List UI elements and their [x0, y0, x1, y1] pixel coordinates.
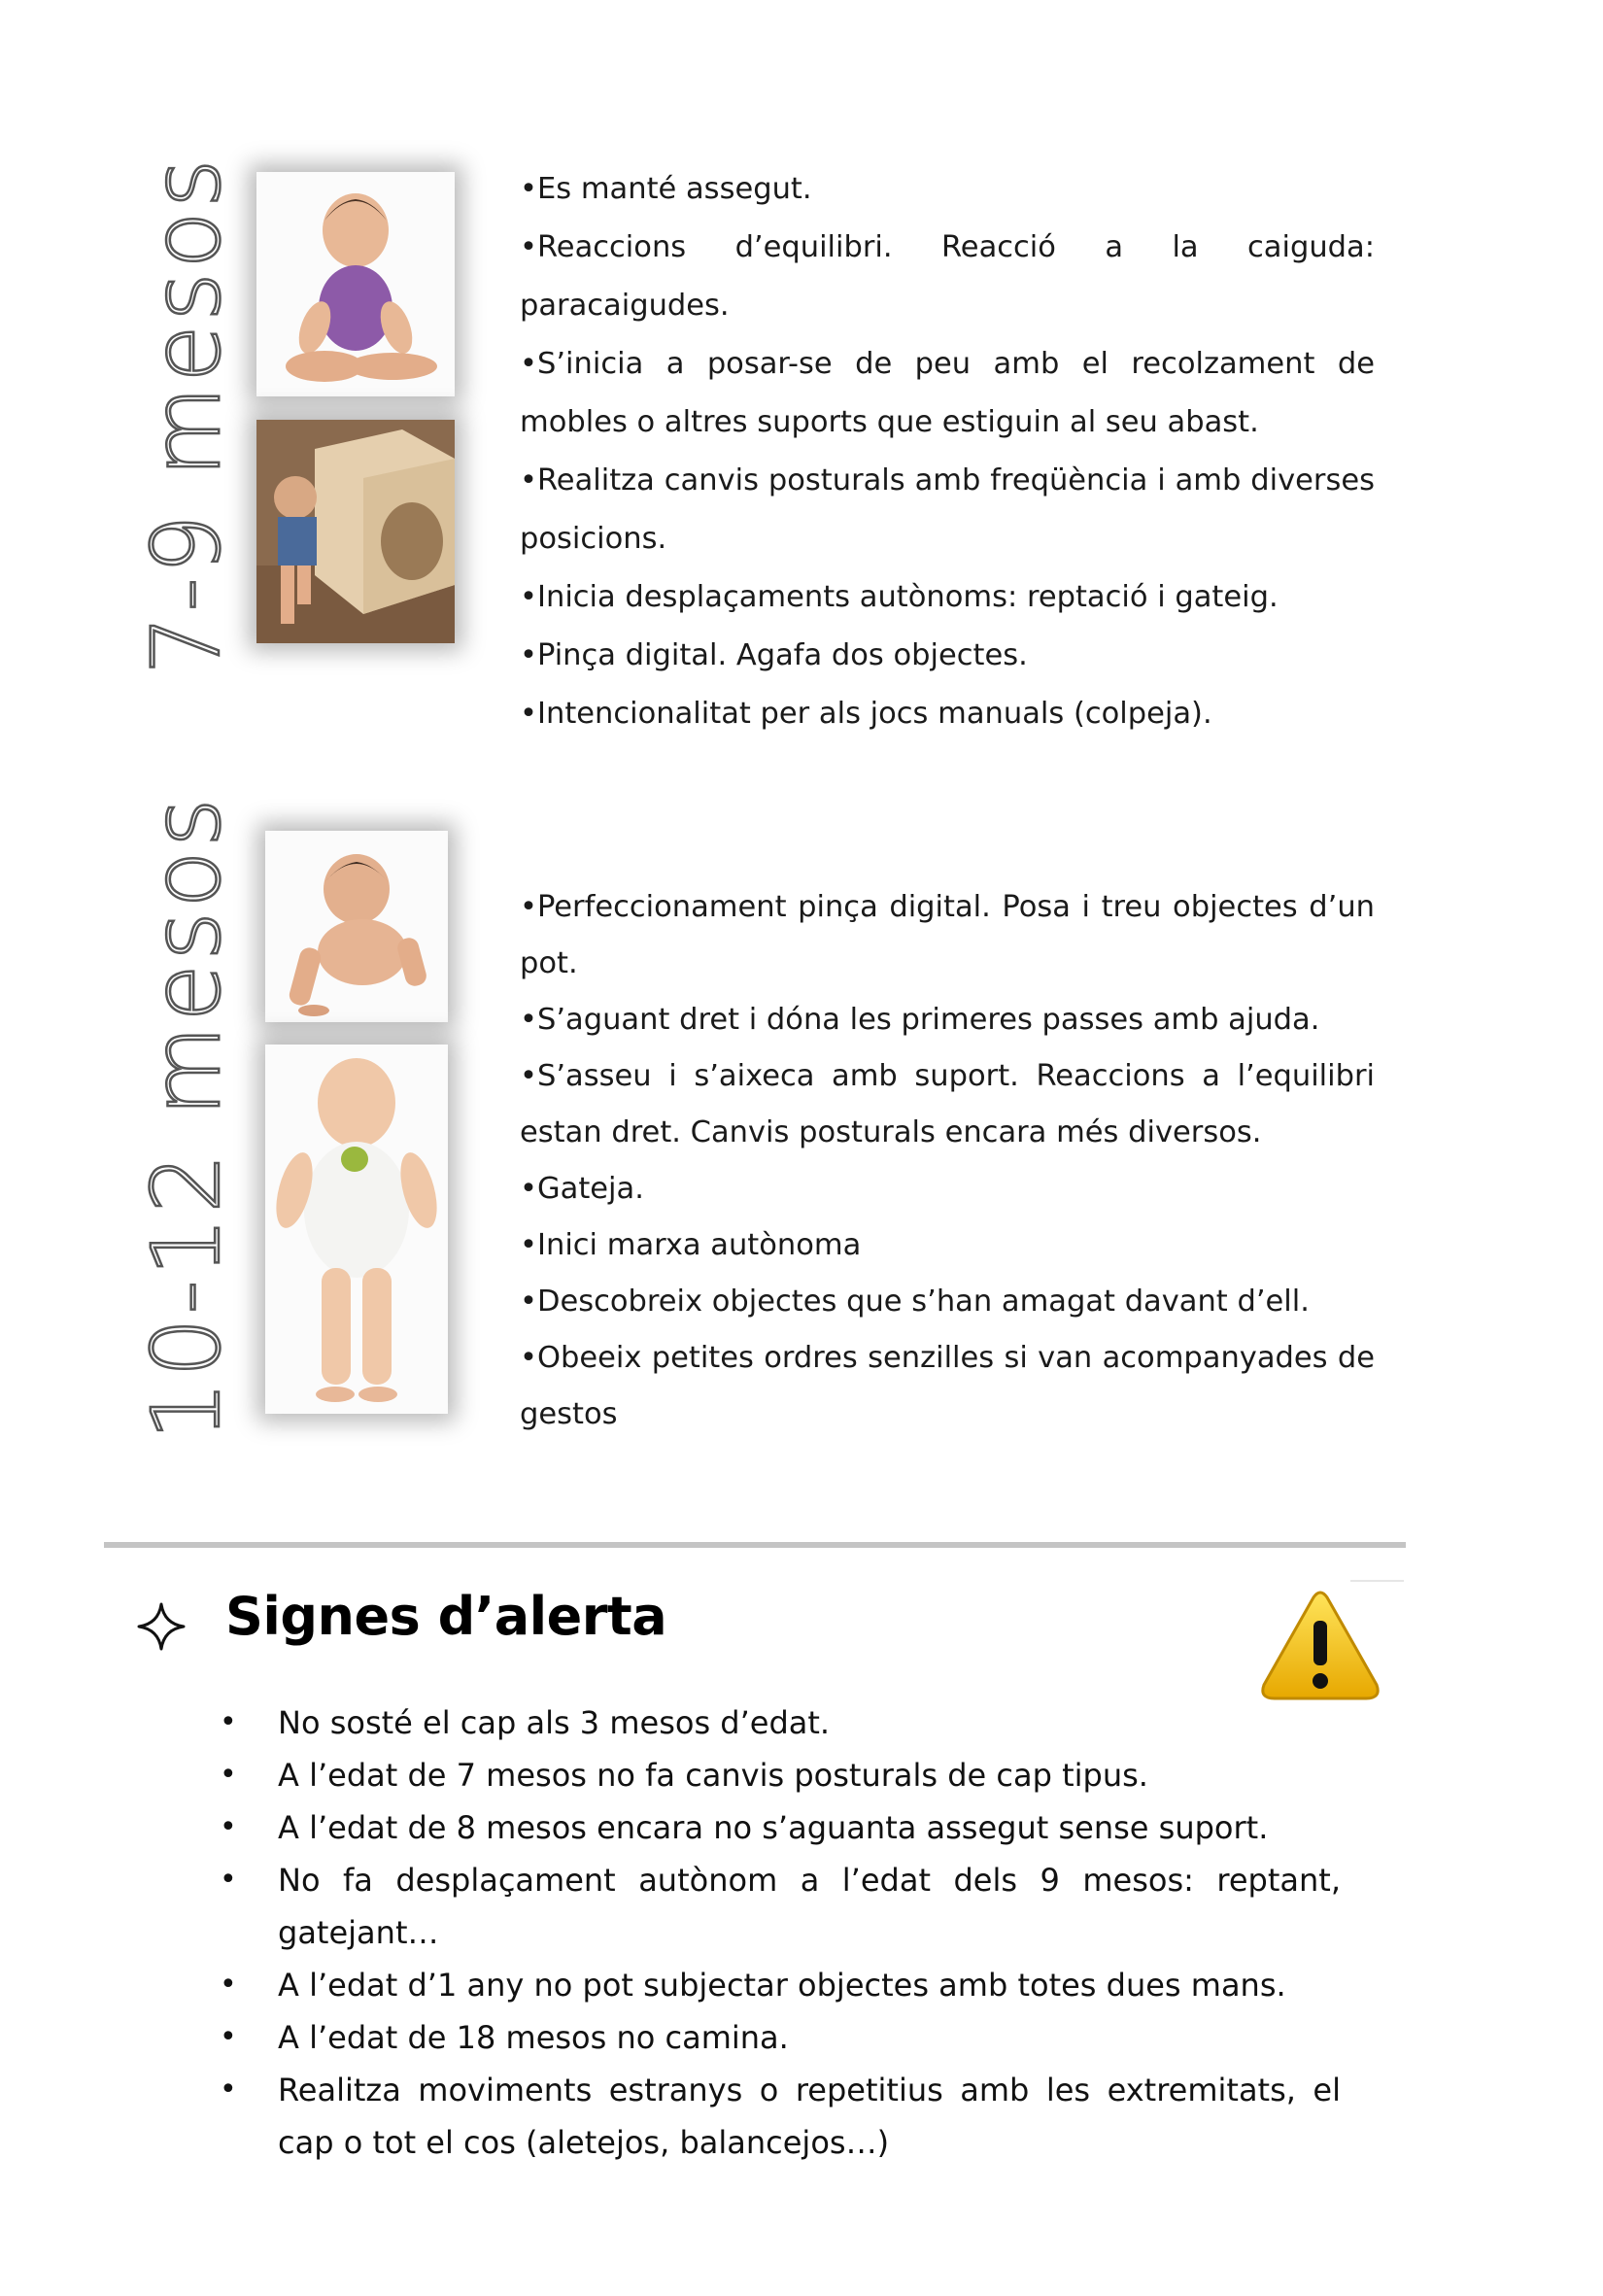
baby-sitting-photo: [256, 172, 455, 396]
four-point-star-icon: [136, 1601, 187, 1652]
milestone-item: •S’aguant dret i dóna les primeres passes amb ajuda.: [520, 1003, 1320, 1037]
alert-item: • A l’edat de 8 mesos encara no s’aguanta assegut sense suport.: [220, 1801, 1341, 1854]
section-divider: [104, 1542, 1406, 1548]
section-7-9-list: [520, 160, 1375, 743]
milestone-item: •Inici marxa autònoma: [520, 1228, 862, 1262]
section-10-12-title-text: 10-12 mesos: [132, 794, 241, 1441]
alert-item: • Realitza moviments estranys o repetitius amb les extremitats, el cap o tot el cos (aletejos, balancejos…): [220, 2064, 1341, 2169]
milestone-item: •Perfeccionament pinça digital. Posa i treu objectes d’un pot.: [520, 890, 1375, 980]
decorative-line: [1350, 1580, 1404, 1582]
milestone-item: •Reaccions d’equilibri. Reacció a la caiguda: paracaigudes.: [520, 230, 1375, 323]
baby-walking-photo: [265, 1045, 448, 1414]
baby-crawling-photo: [265, 831, 448, 1022]
alert-item: • No sosté el cap als 3 mesos d’edat.: [220, 1696, 1341, 1749]
alerts-list: [220, 1696, 1341, 2169]
alert-item: • A l’edat de 7 mesos no fa canvis posturals de cap tipus.: [220, 1749, 1341, 1801]
section-10-12-list: [520, 879, 1375, 1443]
milestone-item: •S’asseu i s’aixeca amb suport. Reaccions a l’equilibri estan dret. Canvis posturals encara més diversos.: [520, 1059, 1375, 1149]
alerts-heading: Signes d’alerta: [225, 1586, 667, 1647]
milestone-item: •Descobreix objectes que s’han amagat davant d’ell.: [520, 1285, 1310, 1319]
alert-item: • No fa desplaçament autònom a l’edat dels 9 mesos: reptant, gatejant…: [220, 1854, 1341, 1959]
warning-triangle-icon: [1259, 1588, 1381, 1706]
milestone-item: •S’inicia a posar-se de peu amb el recolzament de mobles o altres suports que estiguin al seu abast.: [520, 347, 1375, 439]
alert-item: • A l’edat d’1 any no pot subjectar objectes amb totes dues mans.: [220, 1959, 1341, 2011]
milestone-item: •Pinça digital. Agafa dos objectes.: [520, 638, 1028, 672]
section-7-9-title-text: 7-9 mesos: [132, 154, 241, 675]
milestone-item: •Intencionalitat per als jocs manuals (colpeja).: [520, 697, 1212, 731]
milestone-item: •Gateja.: [520, 1172, 644, 1206]
baby-climbing-box-photo: [256, 420, 455, 643]
milestone-item: •Realitza canvis posturals amb freqüència i amb diverses posicions.: [520, 463, 1375, 556]
milestone-item: •Obeeix petites ordres senzilles si van acompanyades de gestos: [520, 1341, 1375, 1431]
milestone-item: •Es manté assegut.: [520, 172, 812, 206]
milestone-item: •Inicia desplaçaments autònoms: reptació i gateig.: [520, 580, 1279, 614]
alert-item: • A l’edat de 18 mesos no camina.: [220, 2011, 1341, 2064]
